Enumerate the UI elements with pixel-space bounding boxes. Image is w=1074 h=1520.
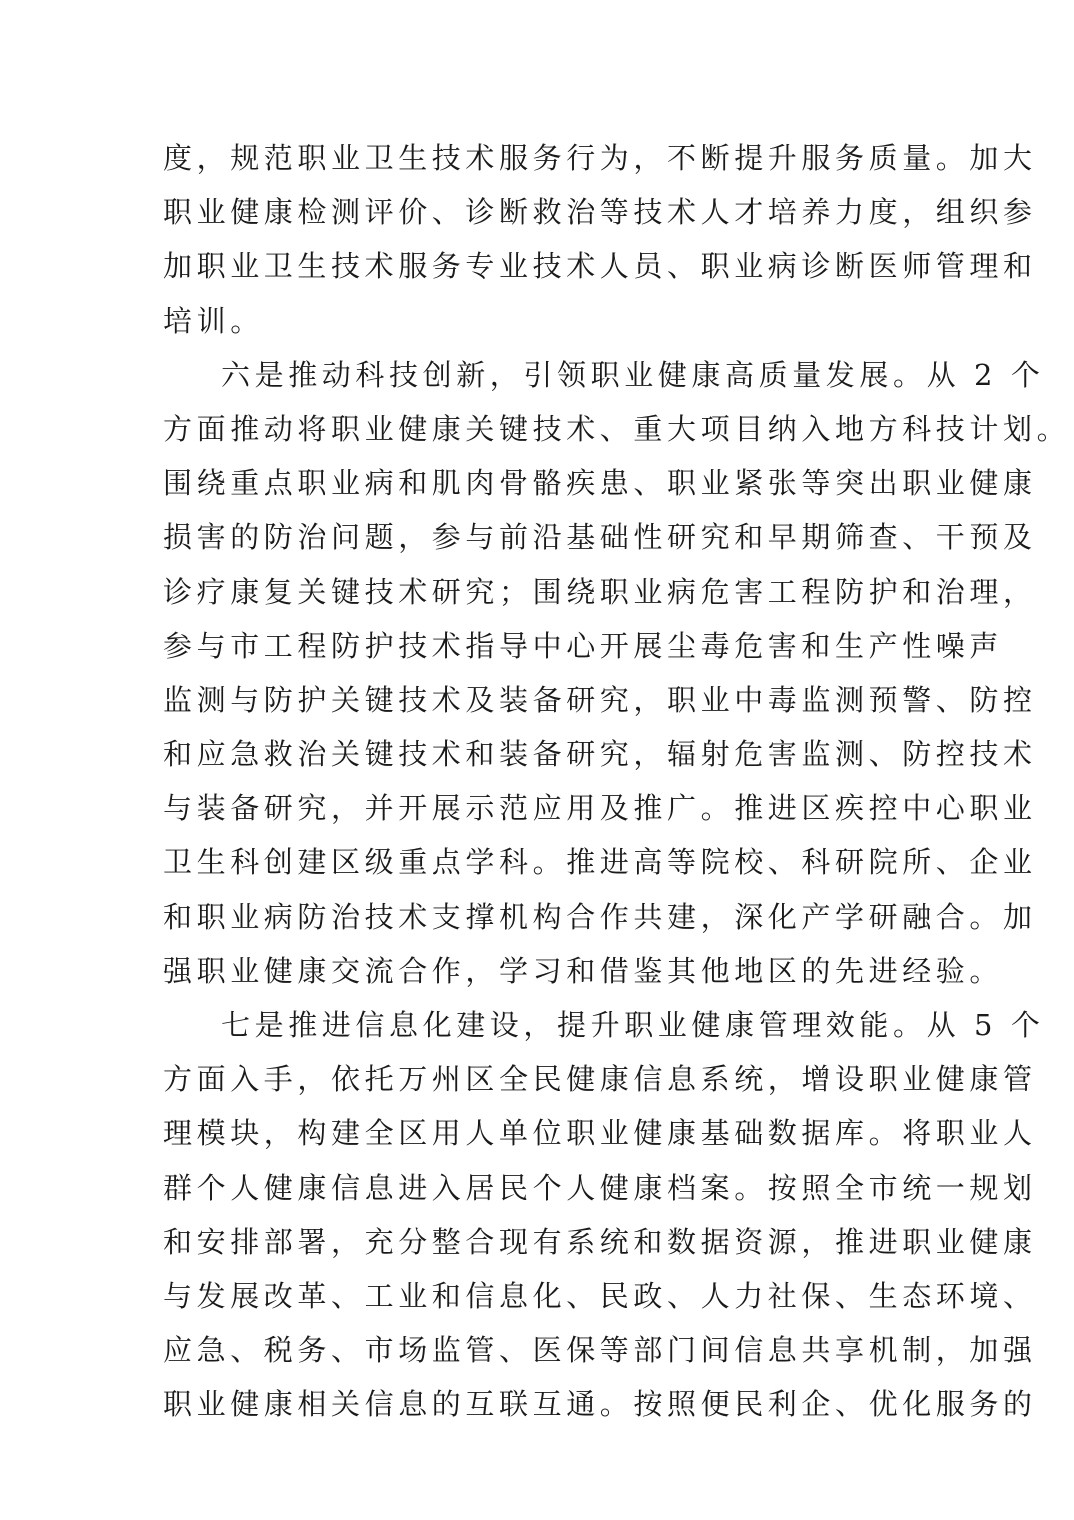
text-line: 与发展改革、工业和信息化、民政、人力社保、生态环境、 [163,1278,1037,1313]
text-line: 卫生科创建区级重点学科。推进高等院校、科研院所、企业 [163,845,1037,880]
text-line: 围绕重点职业病和肌肉骨骼疾患、职业紧张等突出职业健康 [163,466,1037,501]
text-line: 损害的防治问题，参与前沿基础性研究和早期筛查、干预及 [163,520,1037,555]
text-line: 职业健康检测评价、诊断救治等技术人才培养力度，组织参 [163,195,1037,230]
text-line: 监测与防护关键技术及装备研究，职业中毒监测预警、防控 [163,682,1037,717]
text-line: 方面入手，依托万州区全民健康信息系统，增设职业健康管 [163,1062,1037,1097]
paragraph-six-heading-line: 六是推动科技创新，引领职业健康高质量发展。从 2 个 [221,357,1045,392]
text-line: 群个人健康信息进入居民个人健康档案。按照全市统一规划 [163,1170,1037,1205]
text-line: 职业健康相关信息的互联互通。按照便民利企、优化服务的 [163,1387,1037,1422]
text-line: 参与市工程防护技术指导中心开展尘毒危害和生产性噪声 [163,628,1004,663]
paragraph-seven-heading-line: 七是推进信息化建设，提升职业健康管理效能。从 5 个 [221,1008,1045,1042]
text-line: 强职业健康交流合作，学习和借鉴其他地区的先进经验。 [163,953,1004,988]
text-line: 和职业病防治技术支撑机构合作共建，深化产学研融合。加 [163,899,1037,934]
text-line: 度，规范职业卫生技术服务行为，不断提升服务质量。加大 [163,141,1037,175]
text-line: 理模块，构建全区用人单位职业健康基础数据库。将职业人 [163,1116,1037,1151]
text-line: 和安排部署，充分整合现有系统和数据资源，推进职业健康 [163,1224,1037,1259]
text-line: 和应急救治关键技术和装备研究，辐射危害监测、防控技术 [163,737,1037,772]
text-line: 培训。 [163,303,264,338]
text-line: 加职业卫生技术服务专业技术人员、职业病诊断医师管理和 [163,249,1037,284]
text-line: 应急、税务、市场监管、医保等部门间信息共享机制，加强 [163,1333,1037,1368]
body-text [163,131,1071,1432]
text-line: 诊疗康复关键技术研究；围绕职业病危害工程防护和治理， [163,574,1037,609]
text-line: 与装备研究，并开展示范应用及推广。推进区疾控中心职业 [163,791,1037,826]
text-line: 方面推动将职业健康关键技术、重大项目纳入地方科技计划。 [163,411,1071,446]
